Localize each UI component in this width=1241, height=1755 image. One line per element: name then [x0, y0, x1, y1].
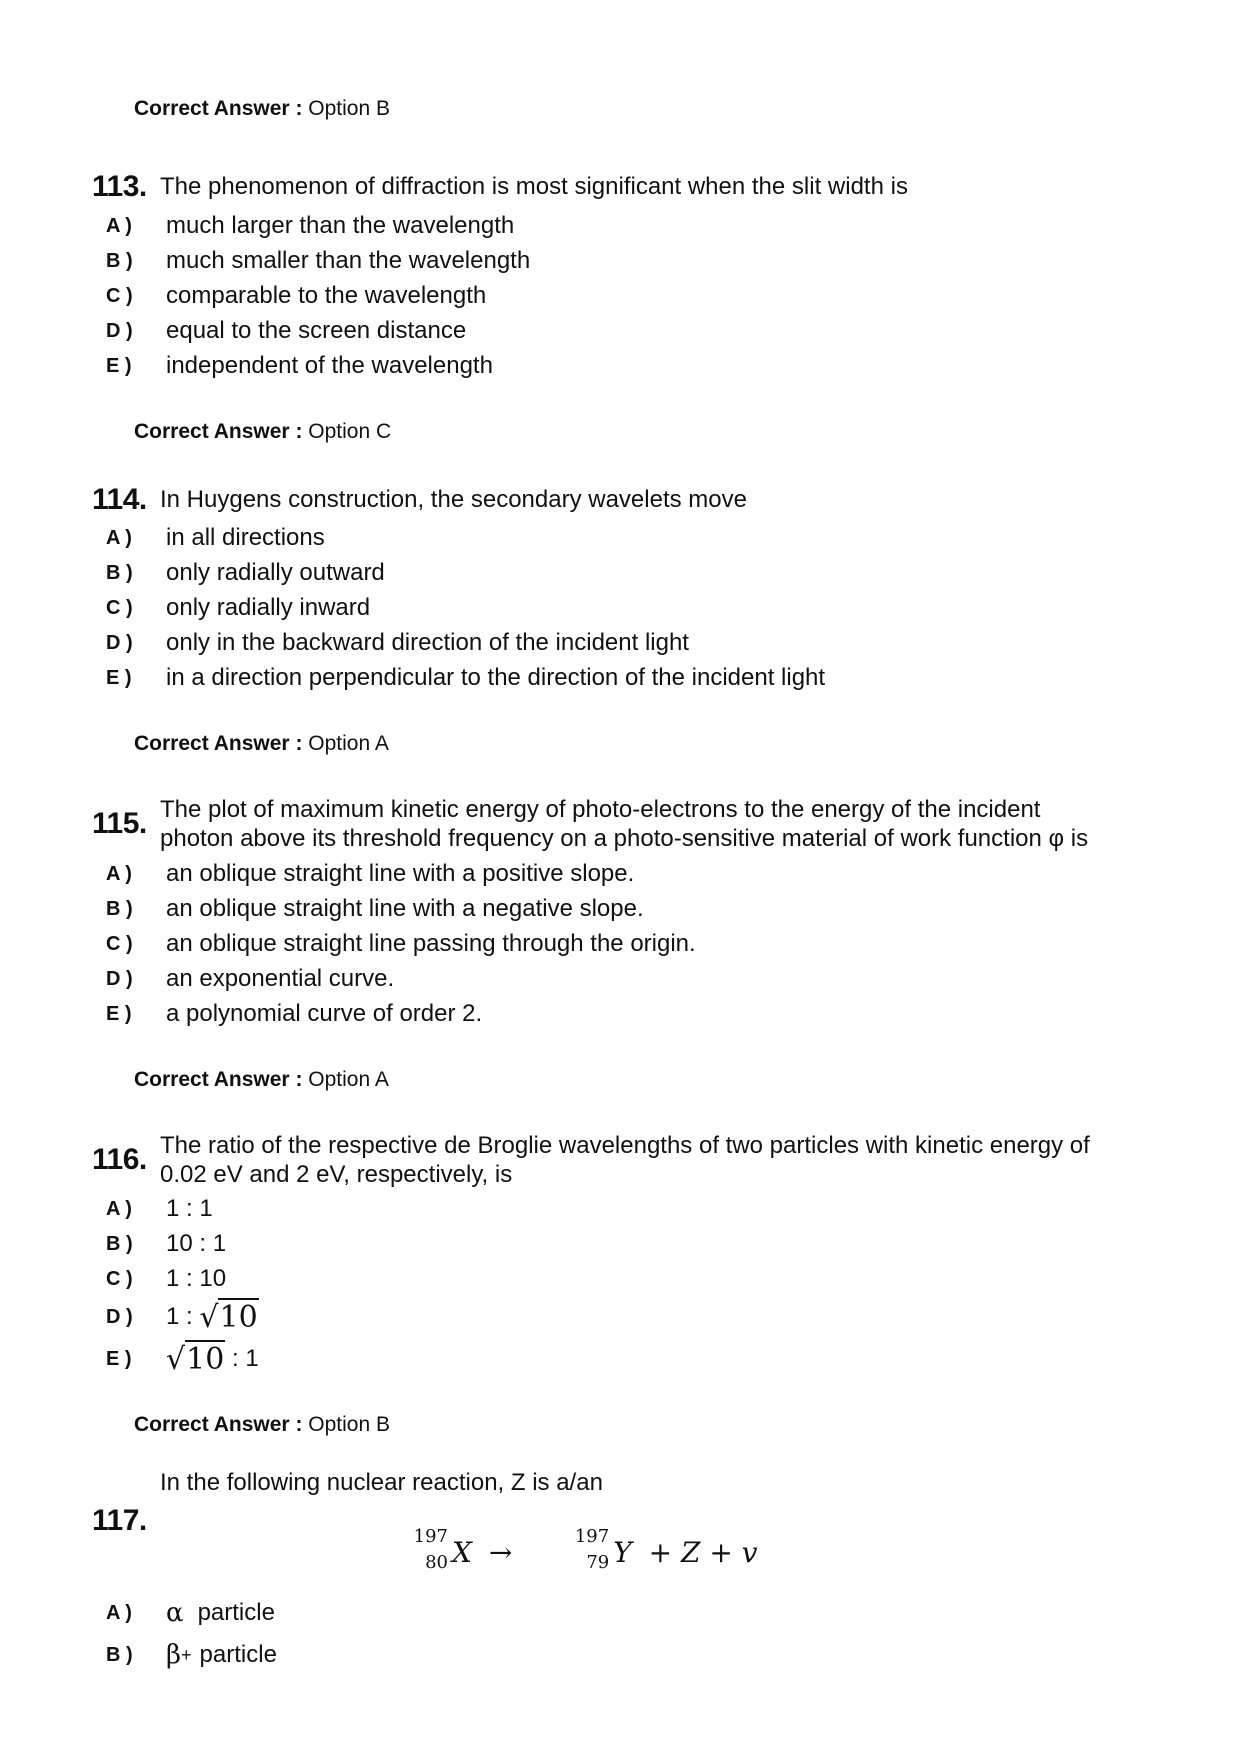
- mass-number: 197: [574, 1526, 610, 1547]
- answer-value: Option B: [308, 1413, 390, 1436]
- option-d[interactable]: [106, 1300, 259, 1334]
- option-label: D ): [106, 631, 133, 654]
- option-label: B ): [106, 1643, 133, 1666]
- answer-value: Option B: [308, 97, 390, 120]
- option-text: comparable to the wavelength: [166, 282, 487, 309]
- option-label: B ): [106, 249, 133, 272]
- option-label: C ): [106, 284, 133, 307]
- option-label: A ): [106, 1601, 132, 1624]
- element-symbol: X: [452, 1536, 472, 1569]
- option-label: B ): [106, 561, 133, 584]
- nuclear-equation: [410, 1526, 758, 1573]
- beta-symbol: β: [166, 1640, 182, 1670]
- answer-label: Correct Answer :: [134, 420, 303, 443]
- option-text: in a direction perpendicular to the direction of the incident light: [166, 664, 826, 691]
- option-text: only radially outward: [166, 559, 385, 586]
- option-d[interactable]: [106, 314, 466, 348]
- option-text: 10 : 1: [166, 1230, 227, 1257]
- answer-label: Correct Answer :: [134, 1413, 303, 1436]
- correct-answer-113: [134, 420, 391, 444]
- option-d[interactable]: [106, 626, 689, 660]
- option-e[interactable]: [106, 661, 825, 695]
- option-text: equal to the screen distance: [166, 317, 467, 344]
- correct-answer-116: [134, 1413, 390, 1437]
- sqrt-expression: √10: [199, 1299, 258, 1335]
- radicand: 10: [219, 1299, 258, 1335]
- option-text: an oblique straight line passing through the origin.: [166, 930, 696, 957]
- option-e[interactable]: [106, 1342, 259, 1376]
- mass-number: 197: [413, 1526, 448, 1547]
- option-b[interactable]: [106, 1227, 226, 1261]
- option-b[interactable]: [106, 892, 644, 926]
- question-number: 114.: [92, 483, 147, 516]
- option-label: D ): [106, 967, 133, 990]
- sqrt-expression: √10: [166, 1341, 225, 1377]
- option-a[interactable]: [106, 1596, 275, 1630]
- question-number: 113.: [92, 170, 147, 203]
- alpha-symbol: α: [166, 1598, 184, 1628]
- option-text: a polynomial curve of order 2.: [166, 1000, 483, 1027]
- option-c[interactable]: [106, 279, 486, 313]
- question-text: In the following nuclear reaction, Z is a/an: [160, 1469, 603, 1496]
- correct-answer-115: [134, 1068, 389, 1092]
- option-text: only in the backward direction of the incident light: [166, 629, 689, 656]
- correct-answer-112: [134, 97, 390, 121]
- atomic-number: 79: [586, 1552, 610, 1573]
- option-text: : 1: [225, 1345, 259, 1372]
- option-e[interactable]: [106, 997, 482, 1031]
- option-label: C ): [106, 1267, 133, 1290]
- option-text: particle: [199, 1641, 277, 1668]
- option-a[interactable]: [106, 521, 325, 555]
- option-text: independent of the wavelength: [166, 352, 493, 379]
- option-text: in all directions: [166, 524, 325, 551]
- option-c[interactable]: [106, 927, 696, 961]
- option-c[interactable]: [106, 1262, 226, 1296]
- answer-label: Correct Answer :: [134, 732, 303, 755]
- option-label: B ): [106, 1232, 133, 1255]
- option-c[interactable]: [106, 591, 370, 625]
- option-b[interactable]: [106, 244, 530, 278]
- option-text: 1 :: [166, 1303, 200, 1330]
- option-text: much larger than the wavelength: [166, 212, 515, 239]
- question-text: [160, 795, 1160, 853]
- option-label: A ): [106, 526, 132, 549]
- arrow-symbol: →: [488, 1536, 513, 1569]
- correct-answer-114: [134, 732, 389, 756]
- question-text-line: photon above its threshold frequency on a photo-sensitive material of work function φ is: [160, 825, 1089, 852]
- option-label: E ): [106, 354, 132, 377]
- question-text: [160, 1131, 1160, 1189]
- answer-label: Correct Answer :: [134, 1068, 303, 1091]
- option-b[interactable]: [106, 1638, 277, 1672]
- answer-value: Option C: [308, 420, 392, 443]
- option-a[interactable]: [106, 1192, 213, 1226]
- question-number: 115.: [92, 807, 147, 840]
- question-text: The phenomenon of diffraction is most significant when the slit width is: [160, 173, 908, 200]
- parent-nucleus: [410, 1526, 472, 1573]
- option-a[interactable]: [106, 209, 514, 243]
- option-label: A ): [106, 214, 132, 237]
- option-d[interactable]: [106, 962, 394, 996]
- question-text-line: The plot of maximum kinetic energy of photo-electrons to the energy of the incident: [160, 796, 1041, 823]
- option-text: an oblique straight line with a negative slope.: [166, 895, 644, 922]
- option-text: 1 : 10: [166, 1265, 227, 1292]
- option-label: C ): [106, 932, 133, 955]
- option-label: D ): [106, 319, 133, 342]
- charge-superscript: +: [181, 1644, 192, 1665]
- option-text: much smaller than the wavelength: [166, 247, 531, 274]
- answer-label: Correct Answer :: [134, 97, 303, 120]
- answer-value: Option A: [308, 1068, 389, 1091]
- option-label: D ): [106, 1305, 133, 1328]
- option-label: B ): [106, 897, 133, 920]
- option-label: E ): [106, 1347, 132, 1370]
- question-number: 117.: [92, 1504, 147, 1537]
- option-text: 1 : 1: [166, 1195, 213, 1222]
- daughter-nucleus: [571, 1526, 632, 1573]
- question-number: 116.: [92, 1143, 147, 1176]
- option-text: an exponential curve.: [166, 965, 395, 992]
- option-e[interactable]: [106, 349, 493, 383]
- atomic-number: 80: [425, 1552, 448, 1573]
- radicand: 10: [186, 1341, 225, 1377]
- option-text: an oblique straight line with a positive slope.: [166, 860, 635, 887]
- option-a[interactable]: [106, 857, 634, 891]
- option-label: E ): [106, 666, 132, 689]
- equation-rest: + Z + v: [648, 1536, 758, 1569]
- option-label: E ): [106, 1002, 132, 1025]
- question-text-line: The ratio of the respective de Broglie wavelengths of two particles with kinetic energy of: [160, 1132, 1090, 1159]
- element-symbol: Y: [613, 1536, 632, 1569]
- option-label: A ): [106, 862, 132, 885]
- option-b[interactable]: [106, 556, 385, 590]
- option-label: A ): [106, 1197, 132, 1220]
- option-text: particle: [197, 1599, 275, 1626]
- question-text-line: 0.02 eV and 2 eV, respectively, is: [160, 1161, 513, 1188]
- option-text: only radially inward: [166, 594, 371, 621]
- option-label: C ): [106, 596, 133, 619]
- answer-value: Option A: [308, 732, 389, 755]
- question-text: In Huygens construction, the secondary wavelets move: [160, 486, 747, 513]
